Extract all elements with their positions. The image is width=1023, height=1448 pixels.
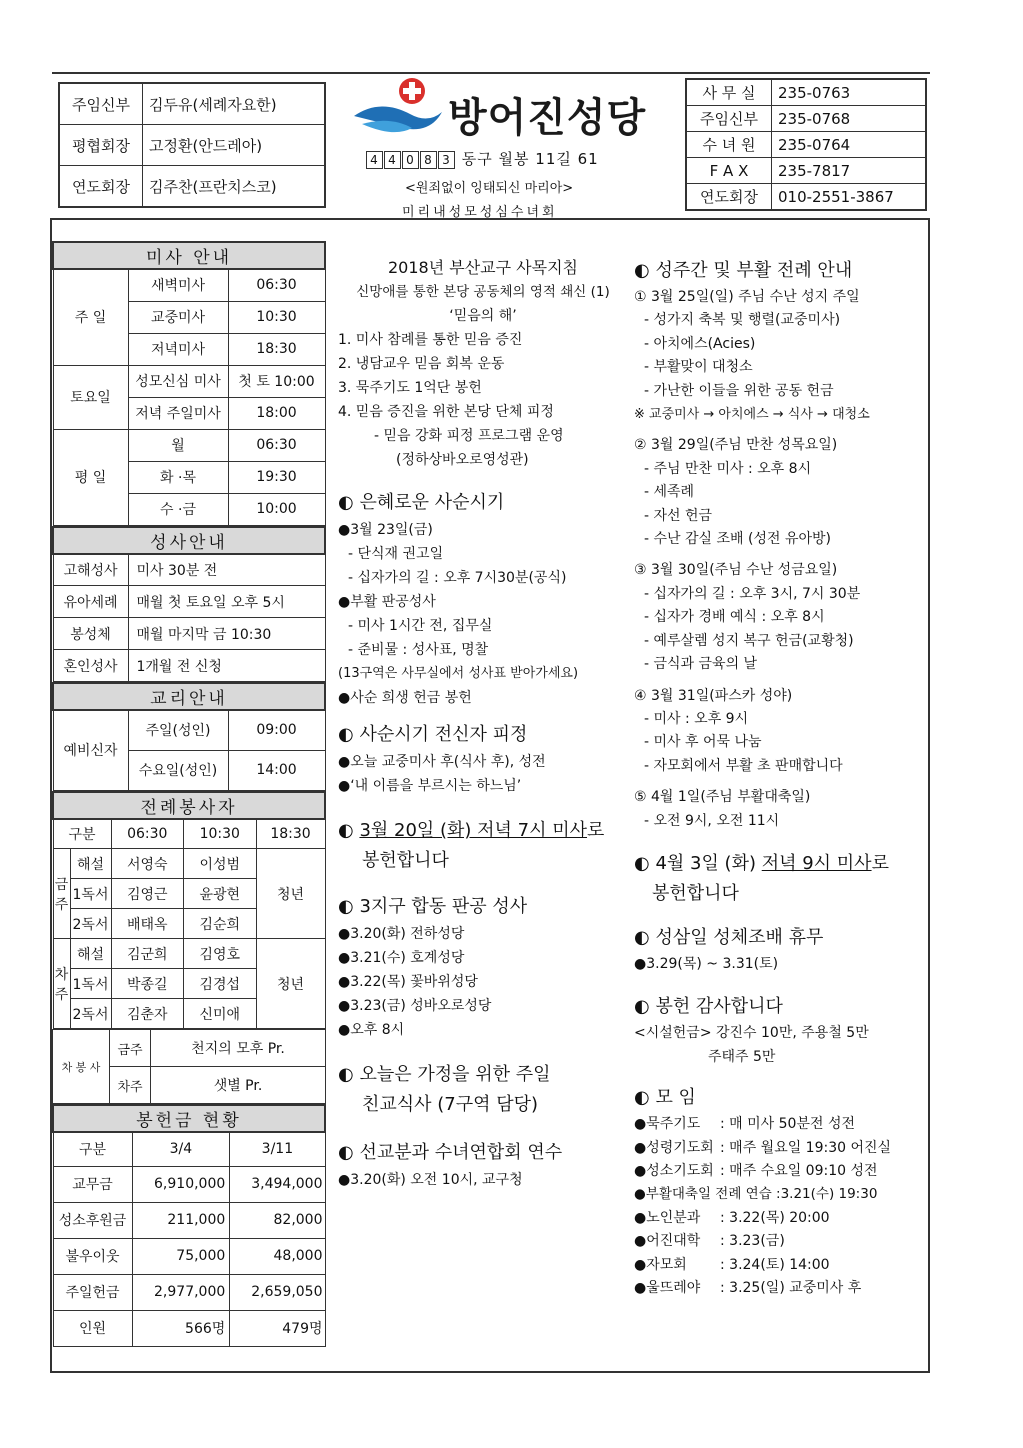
convent: 미리내성모성심수녀회 [402,205,558,220]
choir-table [52,1029,326,1104]
pastoral-item: 1. 미사 참례를 통한 믿음 증진 [338,332,523,348]
holy-line: ① 3월 25일(일) 주님 수난 성지 주일 [634,289,860,305]
lent-line: ●사순 희생 헌금 봉헌 [338,690,472,706]
mass-name: 교중미사 [128,301,228,333]
retreat-line: ●‘내 이름을 부르시는 하느님’ [338,778,522,794]
holy-line: - 가난한 이들을 위한 공동 헌금 [644,382,834,399]
servers-title: 전례봉사자 [53,792,325,819]
servers-table [52,791,326,1030]
weekday-label: 평 일 [53,429,128,525]
lent-line: - 단식재 권고일 [348,546,444,562]
lent-line: - 미사 1시간 전, 집무실 [348,618,493,634]
zip-digit: 3 [438,151,455,169]
meeting-time: : 3.23(금) [720,1233,785,1250]
mass-name: 월 [128,429,228,461]
meeting-time: : 매 미사 50분전 성전 [720,1116,855,1133]
meeting-name: ●성소기도회 [634,1162,714,1179]
label: 연도회장 [686,184,772,211]
week-label: 차주 [53,939,70,1029]
sun-line: - 오전 9시, 오전 11시 [644,812,780,829]
holy-line: ※ 교중미사 → 아치에스 → 식사 → 대청소 [634,407,870,423]
mass-name: 성모신심 미사 [128,365,228,397]
mass-43-date: 4월 3일 (화) [655,852,762,874]
label: F A X [686,158,772,184]
holy-line: - 부활맞이 대청소 [644,359,753,376]
week-label: 금주 [53,849,70,939]
label: 수 녀 원 [686,132,772,158]
holy-line: - 아치에스(Acies) [644,335,756,352]
pastoral-item: 2. 냉담교우 믿음 회복 운동 [338,356,505,372]
mass-name: 저녁 주일미사 [128,397,228,429]
label: 주임신부 [59,83,143,125]
label: 연도회장 [59,166,143,208]
fri-line: - 예루살렘 성지 복구 헌금(교황청) [644,632,854,649]
fri-line: - 금식과 금육의 날 [644,656,758,673]
thanks-line: 주태주 5만 [708,1048,776,1065]
pastoral-title: 2018년 부산교구 사목지침 [388,258,578,277]
left-column [52,241,326,1347]
district-title: ◐ 3지구 합동 판공 성사 [338,892,628,922]
mass-title: 미사 안내 [53,242,325,269]
sacrament-info: 매월 첫 토요일 오후 5시 [128,586,325,618]
sacrament-name: 혼인성사 [53,650,128,682]
meeting-name: ●부활대축일 전례 연습 [634,1186,772,1203]
meeting-row [634,1160,926,1183]
server: 김영근 [111,879,184,909]
youth-label: 청년 [256,939,325,1029]
church-logo-icon [350,76,446,138]
fri-line: ③ 3월 30일(주님 수난 성금요일) [634,562,838,579]
sat-line: - 자모회에서 부활 초 판매합니다 [644,757,843,774]
catechumen-label: 예비신자 [53,710,128,790]
meeting-row [634,1277,926,1300]
value: 010-2551-3867 [772,184,927,211]
value: 235-0763 [772,79,927,106]
family-title: ◐ 오늘은 가정을 위한 주일 [338,1060,628,1090]
row-label: 성소후원금 [53,1202,132,1238]
catechism-title: 교리안내 [53,683,325,710]
pastoral-item: 3. 묵주기도 1억단 봉헌 [338,380,482,396]
amount: 6,910,000 [132,1166,230,1202]
sat-line: - 미사 후 어묵 나눔 [644,734,762,751]
district-line: ●오후 8시 [338,1022,405,1038]
adoration-line: ●3.29(목) ~ 3.31(토) [634,955,779,972]
amount: 2,977,000 [132,1274,230,1310]
youth-label: 청년 [256,849,325,939]
thu-line: - 자선 헌금 [644,507,713,524]
row-label: 교무금 [53,1166,132,1202]
role: 해설 [70,849,111,879]
amount: 3,494,000 [230,1166,325,1202]
meeting-name: ●노인분과 [634,1209,701,1226]
class-name: 수요일(성인) [128,750,228,790]
col-head: 3/11 [230,1132,325,1166]
sacrament-name: 봉성체 [53,618,128,650]
meeting-row [634,1137,926,1160]
thu-line: - 세족례 [644,484,695,501]
col-head: 구분 [53,1132,132,1166]
row-label: 인원 [53,1310,132,1346]
value: 235-0764 [772,132,927,158]
sacrament-name: 고해성사 [53,554,128,586]
fri-line: - 십자가의 길 : 오후 3시, 7시 30분 [644,585,861,602]
mass-time: 18:00 [228,397,325,429]
holy-week-title: ◐ 성주간 및 부활 전례 안내 [634,256,926,286]
server: 김순희 [184,909,257,939]
district-line: ●3.23(금) 성바오로성당 [338,998,492,1014]
value: 고정환(안드레아) [143,125,326,166]
server: 박종길 [111,969,184,999]
sat-line: ④ 3월 31일(파스카 성야) [634,687,793,704]
pastoral-subitem: (정하상바오로영성관) [396,452,529,468]
mass-time: 19:30 [228,461,325,493]
district-line: ●3.22(목) 꽃바위성당 [338,974,478,990]
col-head: 10:30 [184,819,257,849]
value: 김주찬(프란치스코) [143,166,326,208]
zip-digit: 4 [366,151,383,169]
zip-digit: 4 [384,151,401,169]
meeting-row [634,1113,926,1136]
col-head: 3/4 [132,1132,230,1166]
server: 김군희 [111,939,184,969]
offering-table [52,1104,326,1347]
sunday-label: 주 일 [53,269,128,365]
meeting-time: : 3.24(토) 14:00 [720,1256,830,1273]
value: 235-7817 [772,158,927,184]
sun-line: ⑤ 4월 1일(주님 부활대축일) [634,789,811,806]
server: 이성범 [184,849,257,879]
mass-name: 화 ·목 [128,461,228,493]
mass-43-time: 저녁 9시 미사 [761,852,872,874]
sacrament-info: 매월 마지막 금 10:30 [128,618,325,650]
leaders-box [58,82,326,208]
amount: 48,000 [230,1238,325,1274]
mass-time: 10:00 [228,493,325,525]
meeting-title: ◐ 모 임 [634,1083,926,1113]
choir-name: 샛별 Pr. [151,1067,326,1104]
mass-time: 첫 토 10:00 [228,365,325,397]
col-head: 18:30 [256,819,325,849]
mass-time: 10:30 [228,301,325,333]
mass-43-suffix: 로 [871,852,889,874]
meeting-name: ●어진대학 [634,1233,701,1250]
zip-digit: 0 [402,151,419,169]
value: 235-0768 [772,106,927,132]
meeting-time: : 매주 월요일 19:30 어진실 [720,1139,892,1156]
pastoral-subitem: - 믿음 강화 피정 프로그램 운영 [374,428,564,444]
fri-line: - 십자가 경배 예식 : 오후 8시 [644,609,825,626]
mission-title: ◐ 선교분과 수녀연합회 연수 [338,1138,628,1168]
thu-line: - 주님 만찬 미사 : 오후 8시 [644,460,812,477]
amount: 211,000 [132,1202,230,1238]
amount: 75,000 [132,1238,230,1274]
pastoral-year: ‘믿음의 해’ [449,308,517,324]
zip-code [366,150,456,168]
meeting-time: : 3.22(목) 20:00 [720,1209,830,1226]
mass-table [52,241,326,526]
server: 김춘자 [111,999,184,1029]
server: 서영숙 [111,849,184,879]
sacrament-info: 1개월 전 신청 [128,650,325,682]
mass-time: 18:30 [228,333,325,365]
meeting-name: ●성령기도회 [634,1139,714,1156]
class-time: 14:00 [228,750,325,790]
motto: <원죄없이 잉태되신 마리아> [405,181,574,196]
mass-name: 저녁미사 [128,333,228,365]
role: 해설 [70,939,111,969]
server: 김경섭 [184,969,257,999]
lent-title: ◐ 은혜로운 사순시기 [338,488,628,518]
role: 2독서 [70,999,111,1029]
street-address: 동구 월봉 11길 61 [461,150,599,168]
sat-line: - 미사 : 오후 9시 [644,710,749,727]
meeting-row [634,1183,926,1206]
mass-320-suffix: 로 [587,820,605,841]
amount: 82,000 [230,1202,325,1238]
thu-line: - 수난 감실 조배 (성전 유아방) [644,531,831,548]
value: 김두유(세례자요한) [143,83,326,125]
zip-digit: 8 [420,151,437,169]
sacrament-table [52,526,326,683]
top-rule [52,72,930,74]
server: 배태옥 [111,909,184,939]
mass-320-title [338,816,628,846]
meeting-time: : 3.25(일) 교중미사 후 [720,1280,862,1296]
label: 주임신부 [686,106,772,132]
label: 사 무 실 [686,79,772,106]
lent-line: - 준비물 : 성사표, 명찰 [348,642,489,658]
meeting-time: :3.21(수) 19:30 [776,1186,878,1203]
thanks-line: <시설헌금> 강진수 10만, 주용철 5만 [634,1025,869,1042]
sacrament-info: 미사 30분 전 [128,554,325,586]
server: 신미애 [184,999,257,1029]
mass-time: 06:30 [228,269,325,301]
family-sub: 친교식사 (7구역 담당) [362,1094,539,1115]
meeting-row [634,1230,926,1253]
meeting-name: ●울뜨레야 [634,1280,701,1296]
row-label: 불우이웃 [53,1238,132,1274]
mass-320-text: 3월 20일 (화) 저녁 7시 미사 [359,820,588,841]
lent-line: ●부활 판공성사 [338,594,436,610]
meeting-name: ●묵주기도 [634,1116,701,1133]
class-name: 주일(성인) [128,710,228,750]
thu-line: ② 3월 29일(주님 만찬 성목요일) [634,437,838,454]
meeting-time: : 매주 수요일 09:10 성전 [720,1162,878,1179]
lent-line: - 십자가의 길 : 오후 7시30분(공식) [348,570,567,586]
address [366,148,599,169]
week-label: 금주 [110,1030,151,1067]
parish-name: 방어진성당 [448,95,647,141]
district-line: ●3.20(화) 전하성당 [338,926,465,942]
saturday-label: 토요일 [53,365,128,429]
role: 1독서 [70,969,111,999]
retreat-title: ◐ 사순시기 전신자 피정 [338,720,628,750]
right-column [634,256,926,1300]
sacrament-name: 유아세례 [53,586,128,618]
lent-line: (13구역은 사무실에서 성사표 받아가세요) [338,666,579,681]
lent-line: ●3월 23일(금) [338,522,433,538]
mass-320-line2: 봉헌합니다 [362,850,449,871]
label: 평협회장 [59,125,143,166]
mass-name: 수 ·금 [128,493,228,525]
retreat-line: ●오늘 교중미사 후(식사 후), 성전 [338,754,546,770]
server: 김영호 [184,939,257,969]
amount: 2,659,050 [230,1274,325,1310]
pastoral-sub: 신망애를 통한 본당 공동체의 영적 쇄신 (1) [356,284,610,300]
meeting-row [634,1254,926,1277]
holy-line: - 성가지 축복 및 행렬(교중미사) [644,312,841,329]
mass-43-title [634,849,926,879]
district-line: ●3.21(수) 호계성당 [338,950,465,966]
mass-name: 새벽미사 [128,269,228,301]
offering-title: 봉헌금 현황 [53,1105,325,1132]
server: 윤광현 [184,879,257,909]
choir-name: 천지의 모후 Pr. [151,1030,326,1067]
class-time: 09:00 [228,710,325,750]
mass-43-line2: 봉헌합니다 [652,882,739,904]
mission-line: ●3.20(화) 오전 10시, 교구청 [338,1172,523,1188]
catechism-table [52,682,326,791]
role: 2독서 [70,909,111,939]
thanks-title: ◐ 봉헌 감사합니다 [634,992,926,1022]
week-label: 차주 [110,1067,151,1104]
contacts-box [685,78,927,211]
role: 1독서 [70,879,111,909]
meeting-name: ●자모회 [634,1256,687,1273]
meeting-row [634,1207,926,1230]
pastoral-item: 4. 믿음 증진을 위한 본당 단체 피정 [338,404,554,420]
amount: 566명 [132,1310,230,1346]
sacrament-title: 성사안내 [53,527,325,554]
choir-label: 차 봉 사 [53,1030,110,1104]
mass-time: 06:30 [228,429,325,461]
row-label: 주일헌금 [53,1274,132,1310]
adoration-title: ◐ 성삼일 성체조배 휴무 [634,923,926,953]
middle-column [338,256,628,1192]
col-head: 06:30 [111,819,184,849]
col-head: 구분 [53,819,111,849]
amount: 479명 [230,1310,325,1346]
